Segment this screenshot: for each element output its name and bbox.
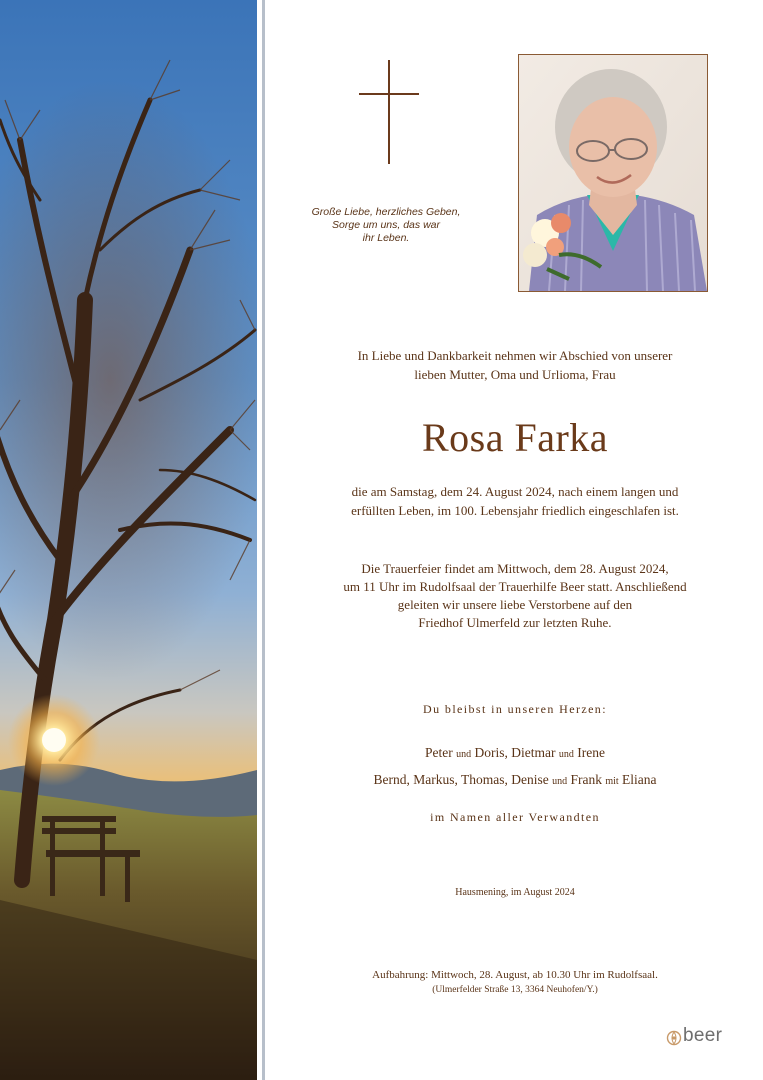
memorial-verse: [296, 206, 476, 245]
verse-line: Große Liebe, herzliches Geben,: [311, 206, 461, 218]
funeral-line: Friedhof Ulmerfeld zur letzten Ruhe.: [418, 615, 612, 630]
family-name: Irene: [577, 745, 605, 760]
sunset-tree-bench-photo: [0, 0, 257, 1080]
verse-line: Sorge um uns, das war: [332, 219, 440, 231]
funeral-line: um 11 Uhr im Rudolfsaal der Trauerhilfe Beer statt. Anschließend: [343, 579, 687, 594]
intro-line: lieben Mutter, Oma und Urlioma, Frau: [414, 367, 616, 382]
hearts-line: Du bleibst in unseren Herzen:: [423, 702, 607, 716]
divider-line: [262, 0, 265, 1080]
family-name: Eliana: [622, 772, 657, 787]
family-list: [285, 740, 745, 794]
death-notice-line: die am Samstag, dem 24. August 2024, nach einem langen und: [351, 484, 679, 499]
family-name: Frank: [570, 772, 602, 787]
logo-text: beer: [683, 1025, 723, 1046]
family-name: Peter: [425, 745, 453, 760]
funeral-line: geleiten wir unsere liebe Verstorbene auf den: [397, 597, 633, 612]
on-behalf-of-relatives: im Namen aller Verwandten: [430, 810, 600, 824]
family-connector: und: [558, 749, 574, 760]
family-connector: und: [456, 749, 472, 760]
viewing-address: (Ulmerfelder Straße 13, 3364 Neuhofen/Y.): [432, 985, 598, 995]
family-row: [285, 767, 745, 794]
viewing-line: Aufbahrung: Mittwoch, 28. August, ab 10.30 Uhr im Rudolfsaal.: [372, 969, 658, 981]
funeral-info: [285, 560, 745, 632]
intro-line: In Liebe und Dankbarkeit nehmen wir Abschied von unserer: [357, 348, 673, 363]
death-notice: [285, 482, 745, 520]
viewing-info: [285, 968, 745, 998]
family-connector: und: [552, 776, 568, 787]
beer-logo-icon: [666, 1030, 682, 1046]
intro-text: [285, 346, 745, 384]
family-name: Bernd, Markus, Thomas, Denise: [373, 772, 549, 787]
death-notice-line: erfüllten Leben, im 100. Lebensjahr friedlich eingeschlafen ist.: [351, 503, 679, 518]
cross-icon: [359, 60, 419, 164]
verse-line: ihr Leben.: [362, 232, 410, 244]
deceased-name: Rosa Farka: [421, 415, 609, 460]
family-connector: mit: [605, 776, 619, 787]
portrait-photo: [518, 54, 708, 292]
family-name: Doris, Dietmar: [474, 745, 556, 760]
family-row: [285, 740, 745, 767]
place-date: Hausmening, im August 2024: [455, 887, 575, 898]
funeral-line: Die Trauerfeier findet am Mittwoch, dem 28. August 2024,: [361, 561, 669, 576]
